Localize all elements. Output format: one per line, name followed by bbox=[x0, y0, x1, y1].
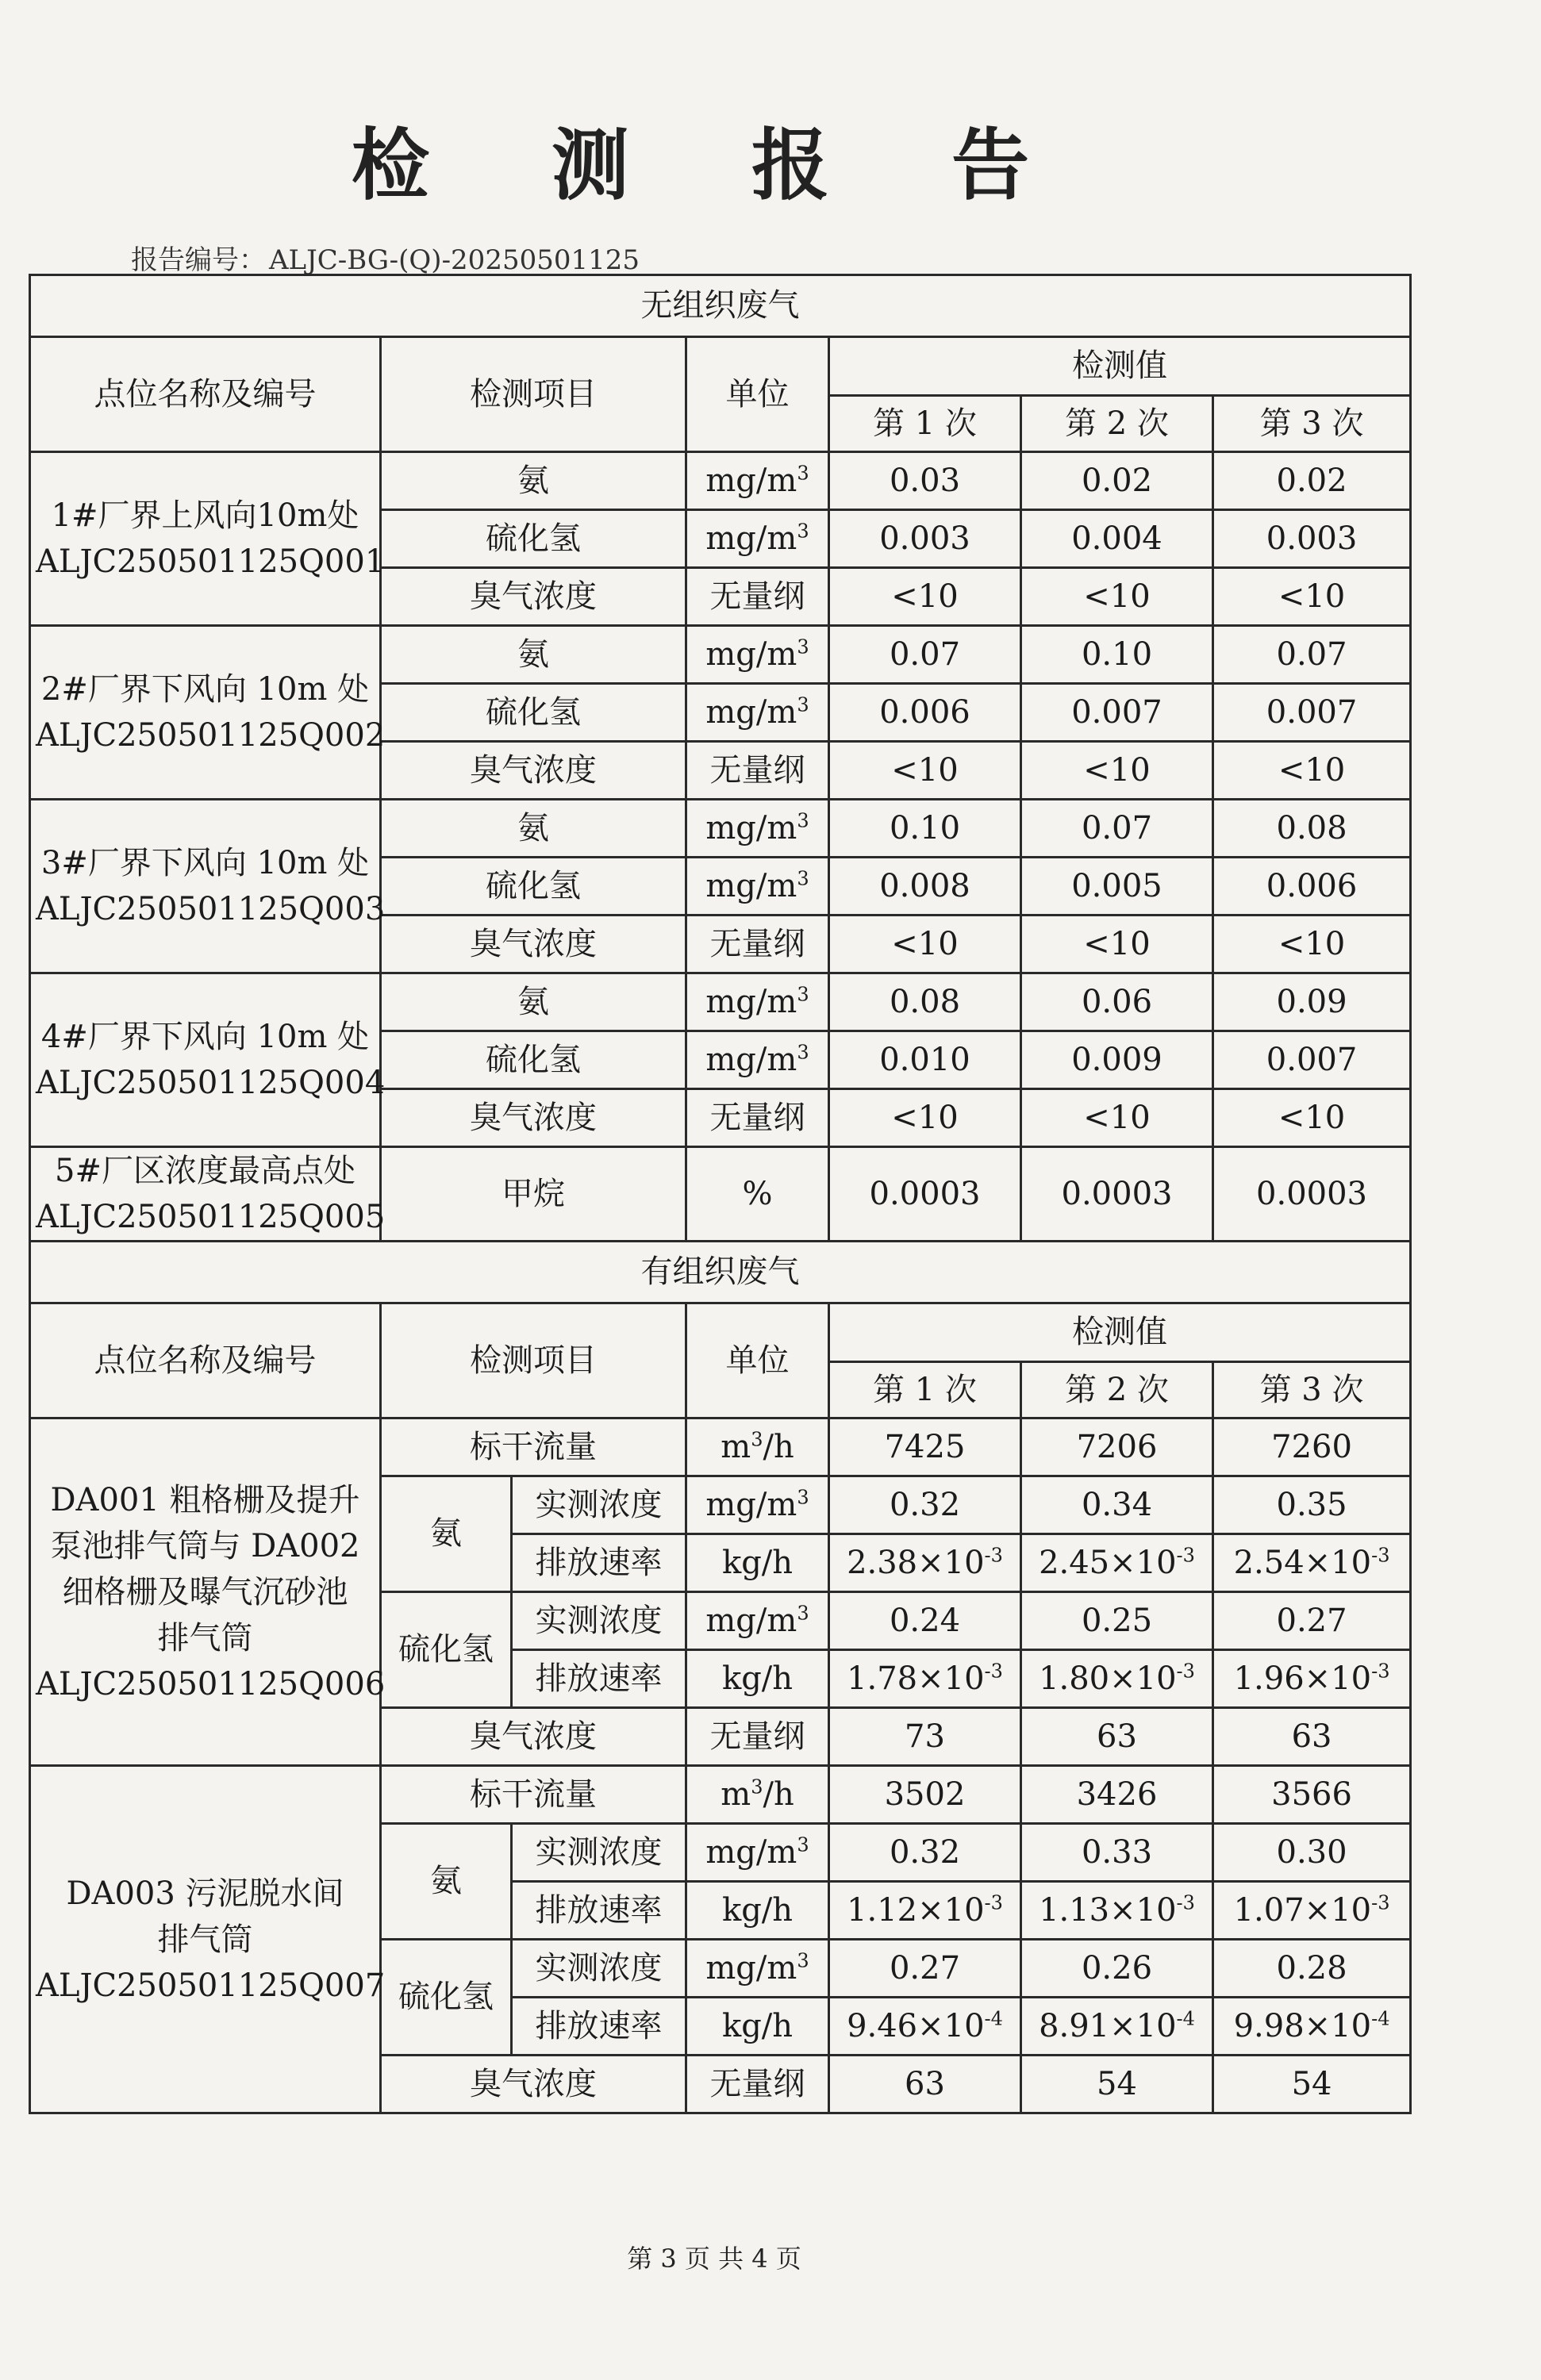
table-row bbox=[30, 1418, 1411, 1476]
table-row bbox=[30, 337, 1411, 396]
point-code: ALJC250501125Q003 bbox=[36, 891, 386, 927]
value-cell: 0.008 bbox=[829, 858, 1021, 916]
unit-cell-text: mg/m bbox=[705, 635, 797, 673]
point-cell bbox=[30, 800, 386, 973]
point-cell bbox=[30, 452, 386, 626]
item-cell: 臭气浓度 bbox=[381, 1708, 686, 1766]
value-cell-exponent: -3 bbox=[984, 1660, 1003, 1683]
value-cell: 0.25 bbox=[1021, 1592, 1213, 1650]
value-cell: <10 bbox=[1021, 568, 1213, 626]
value-cell: <10 bbox=[829, 1089, 1021, 1147]
value-cell: 0.007 bbox=[1213, 1031, 1411, 1089]
report-number-label: 报告编号： bbox=[131, 244, 266, 276]
value-cell bbox=[829, 1650, 1021, 1708]
header-run2: 第 2 次 bbox=[1021, 1362, 1213, 1418]
item-cell: 甲烷 bbox=[381, 1147, 686, 1242]
item-cell: 臭气浓度 bbox=[381, 568, 686, 626]
item-cell: 氨 bbox=[381, 973, 686, 1031]
unit-cell-text: mg/m bbox=[705, 462, 797, 499]
value-cell: 7260 bbox=[1213, 1418, 1411, 1476]
value-cell: 0.003 bbox=[1213, 510, 1411, 568]
subitem-cell: 排放速率 bbox=[512, 1882, 686, 1940]
header-unit: 单位 bbox=[686, 1303, 829, 1418]
header-run3: 第 3 次 bbox=[1213, 1362, 1411, 1418]
value-cell-text: 1.13×10 bbox=[1039, 1891, 1177, 1929]
unit-cell: kg/h bbox=[686, 1998, 829, 2056]
value-cell: 0.33 bbox=[1021, 1824, 1213, 1882]
value-cell bbox=[1213, 1534, 1411, 1592]
value-cell bbox=[1213, 1650, 1411, 1708]
value-cell-exponent: -3 bbox=[1371, 1891, 1390, 1914]
value-cell-exponent: -4 bbox=[1176, 2007, 1195, 2030]
value-cell: <10 bbox=[1213, 568, 1411, 626]
header-item: 检测项目 bbox=[381, 1303, 686, 1418]
unit-cell bbox=[686, 1940, 829, 1998]
unit-cell: kg/h bbox=[686, 1650, 829, 1708]
unit-cell-power: 3 bbox=[797, 867, 809, 890]
unit-cell bbox=[686, 800, 829, 858]
value-cell-exponent: -3 bbox=[984, 1891, 1003, 1914]
value-cell: 0.007 bbox=[1021, 684, 1213, 742]
value-cell: 0.24 bbox=[829, 1592, 1021, 1650]
value-cell-text: 2.45×10 bbox=[1039, 1544, 1177, 1581]
header-values: 检测值 bbox=[829, 1303, 1411, 1362]
results-table bbox=[29, 274, 1412, 2114]
unit-cell: 无量纲 bbox=[686, 2056, 829, 2113]
item-cell: 硫化氢 bbox=[381, 858, 686, 916]
point-cell bbox=[30, 626, 386, 800]
unit-cell bbox=[686, 973, 829, 1031]
header-values: 检测值 bbox=[829, 337, 1411, 396]
value-cell-text: 2.54×10 bbox=[1233, 1544, 1372, 1581]
header-run1: 第 1 次 bbox=[829, 1362, 1021, 1418]
unit-cell-text: mg/m bbox=[705, 1041, 797, 1078]
value-cell: <10 bbox=[1213, 1089, 1411, 1147]
value-cell: 0.32 bbox=[829, 1824, 1021, 1882]
value-cell: 3566 bbox=[1213, 1766, 1411, 1824]
unit-cell bbox=[686, 858, 829, 916]
value-cell-text: 9.98×10 bbox=[1233, 2007, 1372, 2044]
value-cell: 0.0003 bbox=[1213, 1147, 1411, 1242]
unit-cell-text: m bbox=[721, 1428, 751, 1465]
subitem-cell: 实测浓度 bbox=[512, 1940, 686, 1998]
value-cell: 0.02 bbox=[1021, 452, 1213, 510]
value-cell-exponent: -3 bbox=[1371, 1544, 1390, 1567]
value-cell-text: 1.80×10 bbox=[1039, 1660, 1177, 1697]
unit-cell-power: 3 bbox=[797, 693, 809, 716]
unit-cell-text: mg/m bbox=[705, 520, 797, 557]
value-cell: 0.27 bbox=[829, 1940, 1021, 1998]
item-cell: 臭气浓度 bbox=[381, 1089, 686, 1147]
value-cell: 0.27 bbox=[1213, 1592, 1411, 1650]
unit-cell-power: 3 bbox=[797, 1602, 809, 1625]
table-row bbox=[30, 1303, 1411, 1362]
header-run1: 第 1 次 bbox=[829, 396, 1021, 452]
value-cell: 0.08 bbox=[829, 973, 1021, 1031]
section-title: 有组织废气 bbox=[30, 1242, 1411, 1303]
item-cell: 氨 bbox=[381, 452, 686, 510]
unit-cell-power: 3 bbox=[797, 1041, 809, 1064]
unit-cell: kg/h bbox=[686, 1534, 829, 1592]
value-cell: <10 bbox=[1213, 916, 1411, 973]
point-name: 5#厂区浓度最高点处 bbox=[55, 1153, 355, 1189]
unit-cell bbox=[686, 452, 829, 510]
value-cell: 0.06 bbox=[1021, 973, 1213, 1031]
value-cell: 0.09 bbox=[1213, 973, 1411, 1031]
unit-cell: kg/h bbox=[686, 1882, 829, 1940]
value-cell: 0.10 bbox=[1021, 626, 1213, 684]
value-cell-exponent: -3 bbox=[984, 1544, 1003, 1567]
table-row bbox=[30, 1147, 1411, 1242]
unit-cell: 无量纲 bbox=[686, 568, 829, 626]
unit-cell-power: 3 bbox=[797, 1486, 809, 1509]
item-cell: 臭气浓度 bbox=[381, 742, 686, 800]
report-number bbox=[131, 238, 640, 277]
table-row bbox=[30, 275, 1411, 337]
point-cell bbox=[30, 973, 386, 1147]
value-cell: 7206 bbox=[1021, 1418, 1213, 1476]
value-cell: 0.28 bbox=[1213, 1940, 1411, 1998]
header-run3: 第 3 次 bbox=[1213, 396, 1411, 452]
unit-cell-tail: /h bbox=[763, 1775, 794, 1813]
value-cell: 0.08 bbox=[1213, 800, 1411, 858]
unit-cell-text: mg/m bbox=[705, 1833, 797, 1871]
page-footer: 第 3 页 共 4 页 bbox=[627, 2244, 801, 2274]
point-name-line: 排气筒 bbox=[157, 1921, 253, 1958]
point-name: 1#厂界上风向10m处 bbox=[51, 497, 359, 534]
value-cell bbox=[1213, 1998, 1411, 2056]
table-row bbox=[30, 452, 1411, 510]
pollutant-cell: 硫化氢 bbox=[381, 1940, 512, 2056]
unit-cell: 无量纲 bbox=[686, 1708, 829, 1766]
value-cell: 3502 bbox=[829, 1766, 1021, 1824]
value-cell: 0.0003 bbox=[1021, 1147, 1213, 1242]
value-cell: 73 bbox=[829, 1708, 1021, 1766]
value-cell-text: 2.38×10 bbox=[847, 1544, 985, 1581]
value-cell: 54 bbox=[1021, 2056, 1213, 2113]
value-cell-text: 1.12×10 bbox=[847, 1891, 985, 1929]
pollutant-cell: 硫化氢 bbox=[381, 1592, 512, 1708]
unit-cell bbox=[686, 626, 829, 684]
value-cell: <10 bbox=[1213, 742, 1411, 800]
value-cell bbox=[1021, 1998, 1213, 2056]
point-cell bbox=[30, 1418, 386, 1766]
point-name: 2#厂界下风向 10m 处 bbox=[40, 671, 370, 708]
subitem-cell: 排放速率 bbox=[512, 1534, 686, 1592]
value-cell: 0.30 bbox=[1213, 1824, 1411, 1882]
report-number-value: ALJC-BG-(Q)-20250501125 bbox=[269, 244, 640, 276]
unit-cell-power: 3 bbox=[797, 983, 809, 1006]
value-cell-exponent: -3 bbox=[1176, 1544, 1195, 1567]
unit-cell-text: mg/m bbox=[705, 693, 797, 731]
value-cell: 0.02 bbox=[1213, 452, 1411, 510]
unit-cell: 无量纲 bbox=[686, 916, 829, 973]
value-cell: 0.10 bbox=[829, 800, 1021, 858]
value-cell: 0.006 bbox=[829, 684, 1021, 742]
value-cell-text: 9.46×10 bbox=[847, 2007, 985, 2044]
unit-cell bbox=[686, 1476, 829, 1534]
point-name: 4#厂界下风向 10m 处 bbox=[40, 1019, 370, 1055]
value-cell-text: 8.91×10 bbox=[1039, 2007, 1177, 2044]
value-cell: 7425 bbox=[829, 1418, 1021, 1476]
point-code: ALJC250501125Q002 bbox=[36, 717, 386, 754]
subitem-cell: 排放速率 bbox=[512, 1998, 686, 2056]
point-code: ALJC250501125Q005 bbox=[36, 1199, 386, 1235]
unit-cell bbox=[686, 1592, 829, 1650]
value-cell bbox=[829, 1534, 1021, 1592]
unit-cell bbox=[686, 684, 829, 742]
unit-cell bbox=[686, 1766, 829, 1824]
unit-cell bbox=[686, 1031, 829, 1089]
value-cell bbox=[1213, 1882, 1411, 1940]
table-row bbox=[30, 1242, 1411, 1303]
value-cell: 0.004 bbox=[1021, 510, 1213, 568]
value-cell: 0.07 bbox=[1021, 800, 1213, 858]
item-cell: 氨 bbox=[381, 626, 686, 684]
unit-cell-power: 3 bbox=[751, 1775, 763, 1798]
table-row bbox=[30, 800, 1411, 858]
value-cell: 0.0003 bbox=[829, 1147, 1021, 1242]
value-cell: <10 bbox=[1021, 1089, 1213, 1147]
unit-cell-power: 3 bbox=[797, 1949, 809, 1972]
header-item: 检测项目 bbox=[381, 337, 686, 452]
item-cell: 硫化氢 bbox=[381, 1031, 686, 1089]
unit-cell: 无量纲 bbox=[686, 742, 829, 800]
value-cell: 63 bbox=[829, 2056, 1021, 2113]
unit-cell-text: mg/m bbox=[705, 983, 797, 1020]
value-cell: 3426 bbox=[1021, 1766, 1213, 1824]
point-name-line: DA001 粗格栅及提升 bbox=[50, 1481, 360, 1518]
item-cell: 标干流量 bbox=[381, 1766, 686, 1824]
point-code: ALJC250501125Q007 bbox=[36, 1967, 386, 2004]
point-cell bbox=[30, 1147, 386, 1242]
unit-cell: 无量纲 bbox=[686, 1089, 829, 1147]
value-cell-exponent: -3 bbox=[1176, 1660, 1195, 1683]
unit-cell bbox=[686, 1418, 829, 1476]
section-title: 无组织废气 bbox=[30, 275, 1411, 337]
table-row bbox=[30, 973, 1411, 1031]
value-cell bbox=[1021, 1650, 1213, 1708]
red-seal bbox=[1492, 984, 1541, 1285]
table-row bbox=[30, 1766, 1411, 1824]
value-cell: 0.009 bbox=[1021, 1031, 1213, 1089]
value-cell bbox=[829, 1882, 1021, 1940]
item-cell: 标干流量 bbox=[381, 1418, 686, 1476]
value-cell: 54 bbox=[1213, 2056, 1411, 2113]
value-cell bbox=[1021, 1534, 1213, 1592]
value-cell: 0.010 bbox=[829, 1031, 1021, 1089]
unit-cell bbox=[686, 510, 829, 568]
pollutant-cell: 氨 bbox=[381, 1824, 512, 1940]
value-cell: <10 bbox=[1021, 916, 1213, 973]
value-cell: 0.003 bbox=[829, 510, 1021, 568]
unit-cell-tail: /h bbox=[763, 1428, 794, 1465]
subitem-cell: 排放速率 bbox=[512, 1650, 686, 1708]
unit-cell-text: m bbox=[721, 1775, 751, 1813]
point-name: 3#厂界下风向 10m 处 bbox=[40, 845, 370, 881]
value-cell: 0.34 bbox=[1021, 1476, 1213, 1534]
value-cell: 0.07 bbox=[829, 626, 1021, 684]
pollutant-cell: 氨 bbox=[381, 1476, 512, 1592]
table-row bbox=[30, 626, 1411, 684]
value-cell: 0.007 bbox=[1213, 684, 1411, 742]
value-cell: 0.26 bbox=[1021, 1940, 1213, 1998]
point-name-line: DA003 污泥脱水间 bbox=[66, 1875, 344, 1912]
value-cell-exponent: -4 bbox=[1371, 2007, 1390, 2030]
value-cell-text: 1.78×10 bbox=[847, 1660, 985, 1697]
unit-cell-text: mg/m bbox=[705, 1602, 797, 1639]
unit-cell-text: mg/m bbox=[705, 867, 797, 904]
point-cell bbox=[30, 1766, 386, 2113]
item-cell: 臭气浓度 bbox=[381, 2056, 686, 2113]
item-cell: 硫化氢 bbox=[381, 684, 686, 742]
unit-cell-power: 3 bbox=[751, 1428, 763, 1451]
value-cell: 0.006 bbox=[1213, 858, 1411, 916]
subitem-cell: 实测浓度 bbox=[512, 1592, 686, 1650]
value-cell: 0.005 bbox=[1021, 858, 1213, 916]
unit-cell-text: mg/m bbox=[705, 1486, 797, 1523]
unit-cell bbox=[686, 1824, 829, 1882]
value-cell: 0.03 bbox=[829, 452, 1021, 510]
value-cell-text: 1.96×10 bbox=[1233, 1660, 1372, 1697]
unit-cell-power: 3 bbox=[797, 462, 809, 485]
value-cell bbox=[1021, 1882, 1213, 1940]
value-cell: 0.07 bbox=[1213, 626, 1411, 684]
point-code: ALJC250501125Q001 bbox=[36, 543, 386, 580]
value-cell: 63 bbox=[1021, 1708, 1213, 1766]
unit-cell-power: 3 bbox=[797, 635, 809, 658]
value-cell: <10 bbox=[1021, 742, 1213, 800]
item-cell: 臭气浓度 bbox=[381, 916, 686, 973]
point-name-line: 排气筒 bbox=[157, 1619, 253, 1656]
value-cell: <10 bbox=[829, 916, 1021, 973]
point-name-line: 细格栅及曝气沉砂池 bbox=[62, 1573, 348, 1610]
unit-cell-power: 3 bbox=[797, 1833, 809, 1856]
item-cell: 氨 bbox=[381, 800, 686, 858]
value-cell-text: 1.07×10 bbox=[1233, 1891, 1372, 1929]
item-cell: 硫化氢 bbox=[381, 510, 686, 568]
unit-cell-power: 3 bbox=[797, 809, 809, 832]
unit-cell-text: mg/m bbox=[705, 1949, 797, 1987]
value-cell-exponent: -4 bbox=[984, 2007, 1003, 2030]
point-code: ALJC250501125Q004 bbox=[36, 1065, 386, 1101]
header-unit: 单位 bbox=[686, 337, 829, 452]
header-point: 点位名称及编号 bbox=[30, 1303, 381, 1418]
value-cell: 0.32 bbox=[829, 1476, 1021, 1534]
point-code: ALJC250501125Q006 bbox=[36, 1665, 386, 1702]
header-point: 点位名称及编号 bbox=[30, 337, 381, 452]
value-cell-exponent: -3 bbox=[1176, 1891, 1195, 1914]
value-cell: <10 bbox=[829, 568, 1021, 626]
value-cell: <10 bbox=[829, 742, 1021, 800]
point-name-line: 泵池排气筒与 DA002 bbox=[50, 1527, 360, 1564]
value-cell-exponent: -3 bbox=[1371, 1660, 1390, 1683]
subitem-cell: 实测浓度 bbox=[512, 1476, 686, 1534]
subitem-cell: 实测浓度 bbox=[512, 1824, 686, 1882]
page-title: 检 测 报 告 bbox=[351, 120, 1078, 211]
value-cell bbox=[829, 1998, 1021, 2056]
value-cell: 63 bbox=[1213, 1708, 1411, 1766]
header-run2: 第 2 次 bbox=[1021, 396, 1213, 452]
unit-cell: % bbox=[686, 1147, 829, 1242]
value-cell: 0.35 bbox=[1213, 1476, 1411, 1534]
unit-cell-text: mg/m bbox=[705, 809, 797, 846]
unit-cell-power: 3 bbox=[797, 520, 809, 543]
